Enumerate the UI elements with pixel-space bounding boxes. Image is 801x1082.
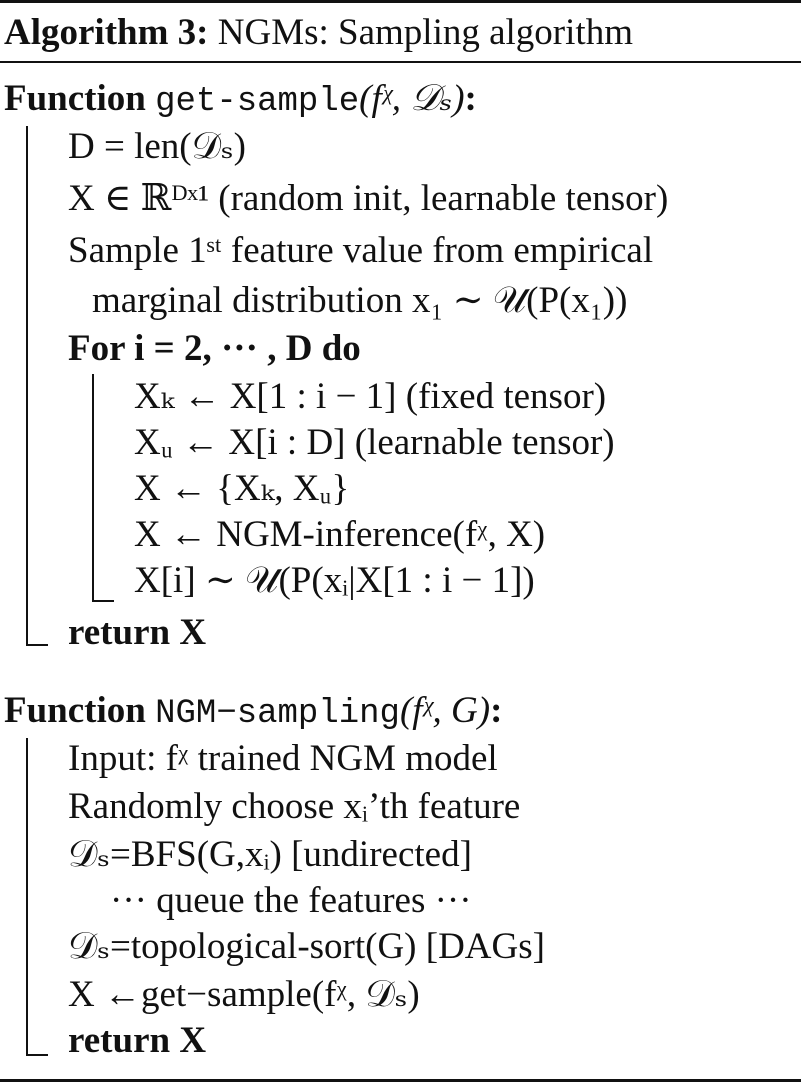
for-loop-header: For i = 2, ··· , D do [68,328,361,369]
algo-line: Sample 1ˢᵗ feature value from empirical [68,230,654,271]
scope-end-get-sample [26,644,48,646]
algo-line: Input: fᵡ trained NGM model [68,738,498,779]
function-args: (fᵡ, G) [399,690,491,731]
algorithm-caption [4,14,633,51]
algo-line: X ←get−sample(fᵡ, 𝒟ₛ) [68,974,420,1015]
algo-line: Xᵤ ← X[i : D] (learnable tensor) [134,422,615,463]
function-colon: : [464,78,477,119]
caption-title: NGMs: Sampling algorithm [217,12,633,53]
algo-line: D = len(𝒟ₛ) [68,126,246,167]
algo-line: X ∈ ℝᴰˣ¹ (random init, learnable tensor) [68,178,669,219]
function-name: NGM−sampling [155,695,400,733]
function-keyword: Function [4,78,146,119]
algo-line: Xₖ ← X[1 : i − 1] (fixed tensor) [134,376,607,417]
scope-bar-for-loop [92,374,94,602]
function-header-ngm-sampling [4,692,502,731]
algo-line: 𝒟ₛ=topological-sort(G) [DAGs] [68,926,545,967]
scope-end-ngm-sampling [26,1054,48,1056]
caption-rule [0,61,801,63]
function-name: get-sample [155,83,360,121]
return-statement: return X [68,1020,207,1061]
scope-bar-ngm-sampling [26,738,28,1056]
function-args: (fᵡ, 𝒟ₛ) [359,78,465,119]
algo-line: X[i] ∼ 𝒰(P(xᵢ|X[1 : i − 1]) [134,560,535,601]
algo-line: ··· queue the features ··· [110,880,472,921]
algo-line: X ← NGM-inference(fᵡ, X) [134,514,546,555]
algo-line: Randomly choose xᵢ’th feature [68,786,521,827]
function-keyword: Function [4,690,146,731]
return-statement: return X [68,612,207,653]
scope-end-for-loop [92,600,114,602]
algo-line: X ← {Xₖ, Xᵤ} [134,468,350,509]
top-rule [0,0,801,3]
algo-line: marginal distribution x₁ ∼ 𝒰(P(x₁)) [92,280,628,321]
algo-line: 𝒟ₛ=BFS(G,xᵢ) [undirected] [68,834,472,875]
function-header-get-sample [4,80,477,119]
caption-label: Algorithm 3: [4,12,209,53]
scope-bar-get-sample [26,126,28,646]
function-colon: : [490,690,503,731]
